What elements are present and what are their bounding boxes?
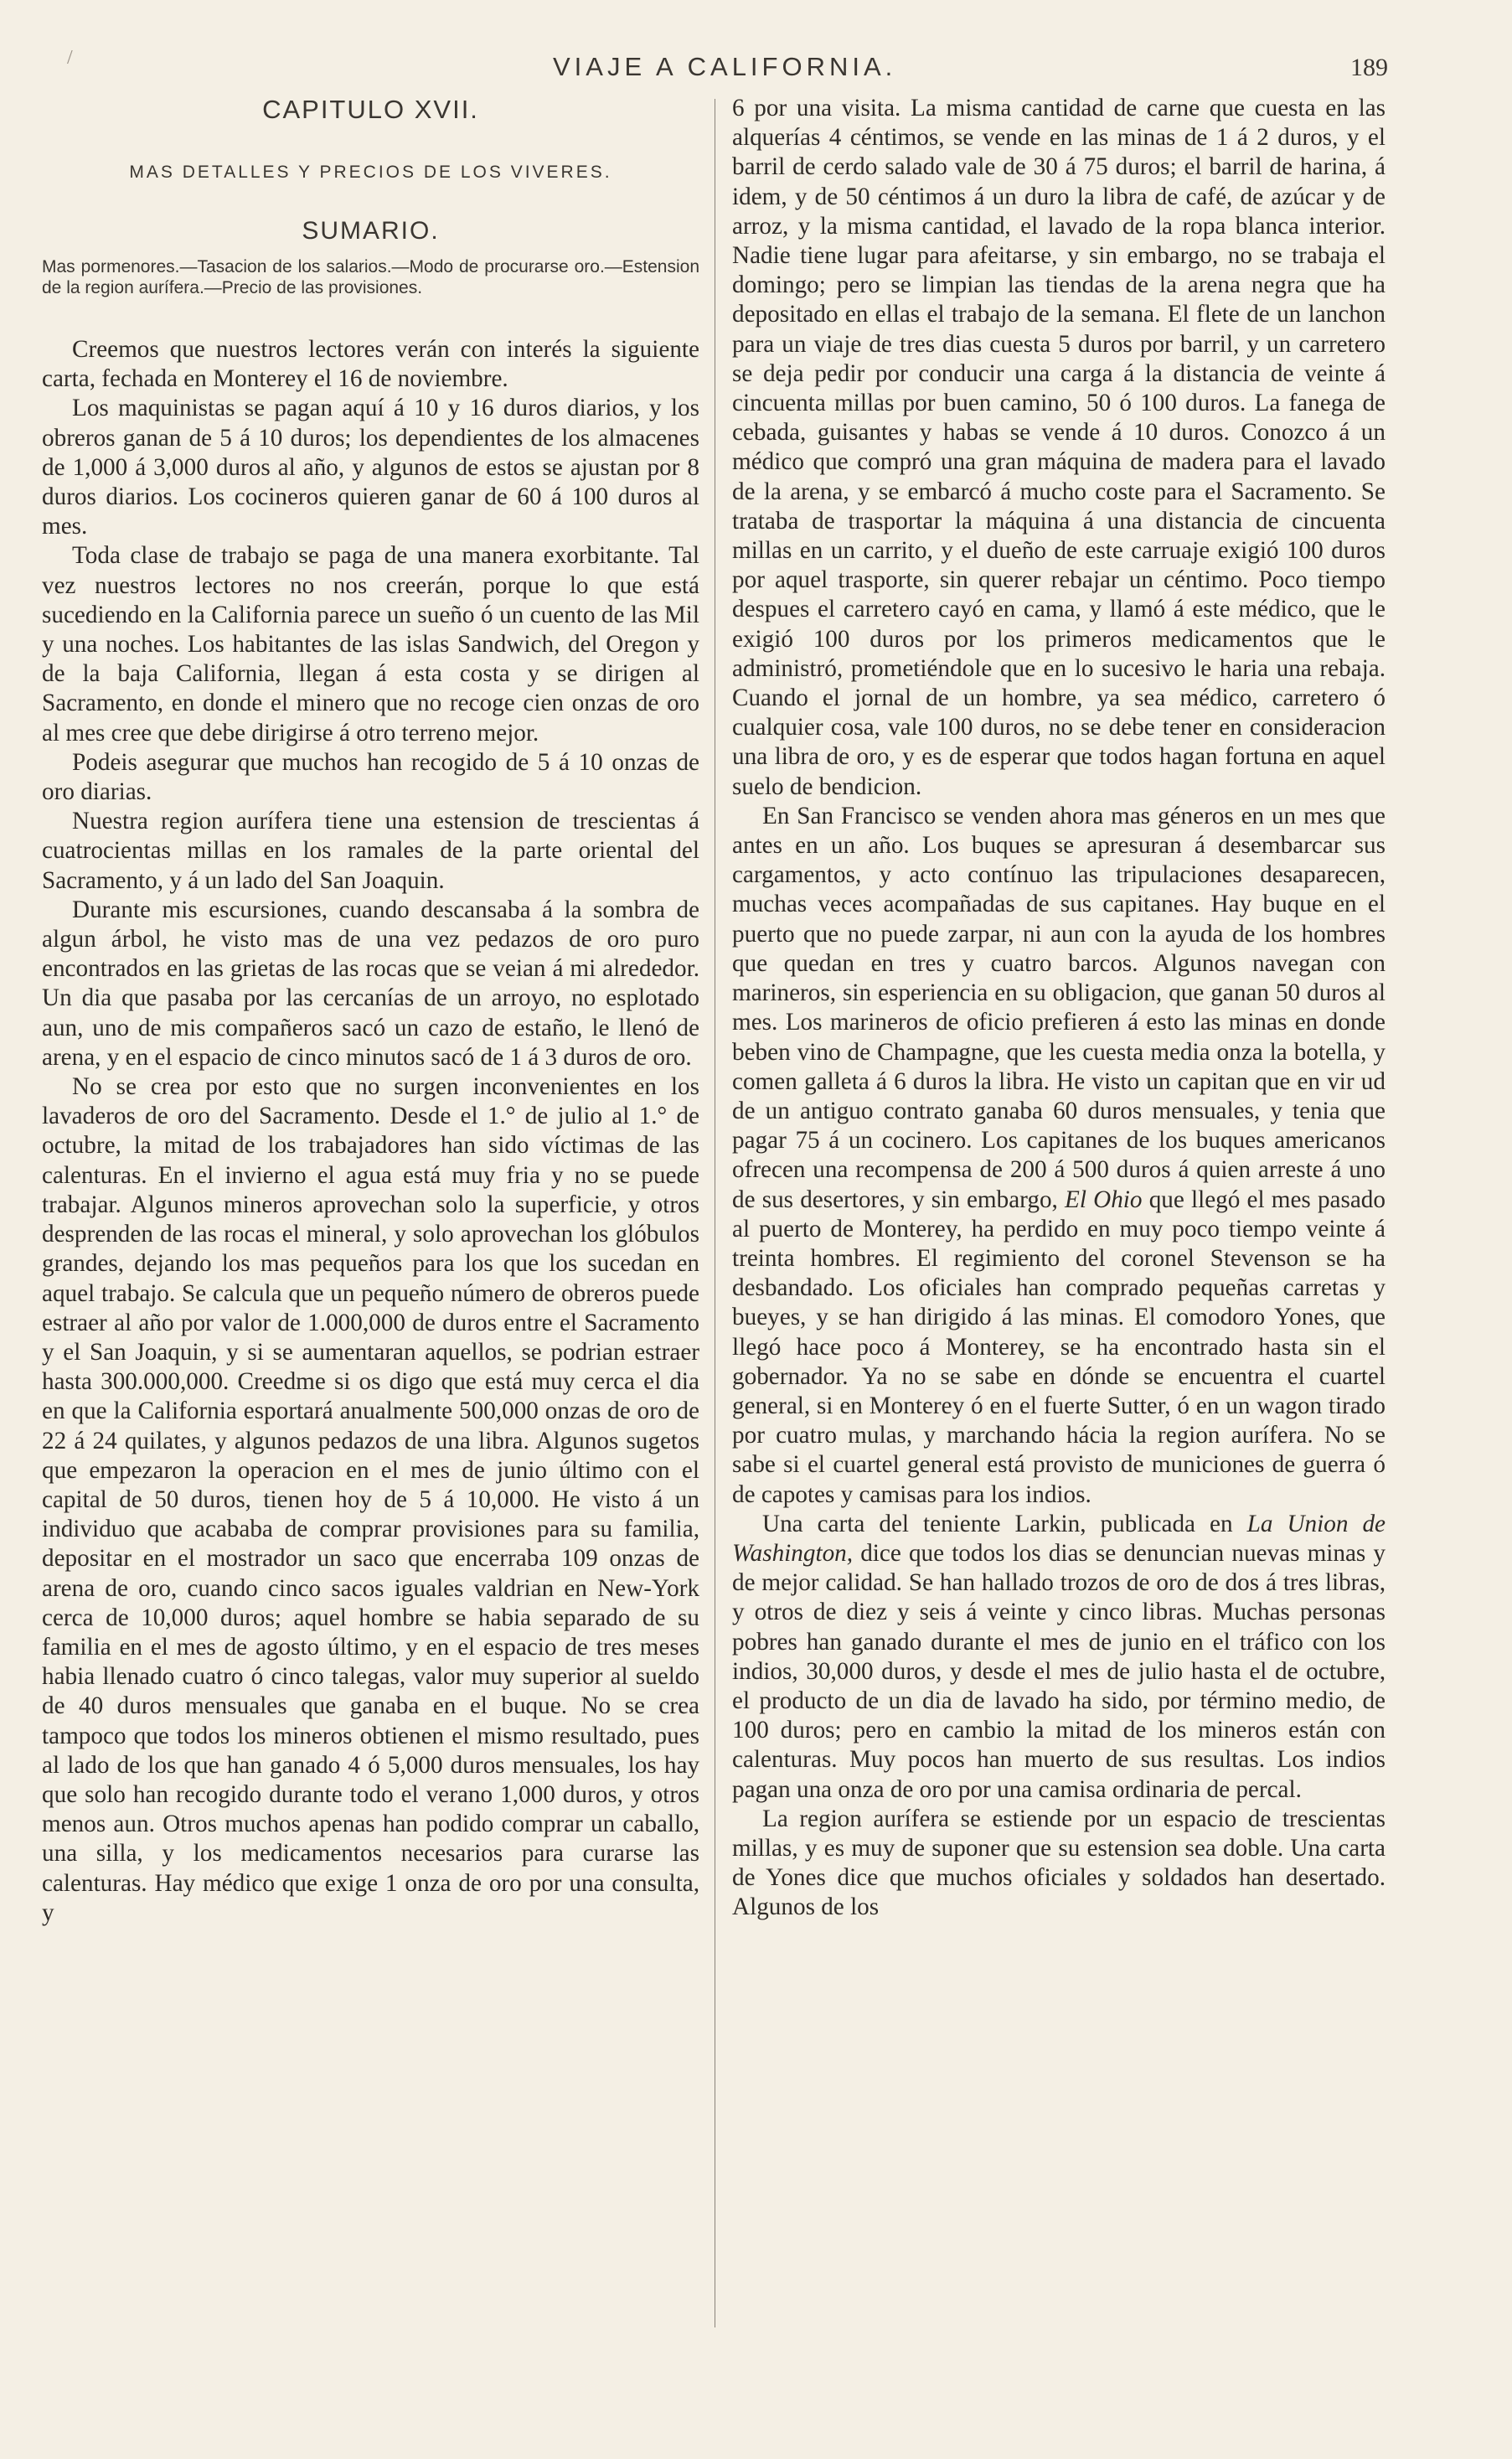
chapter-subtitle: MAS DETALLES Y PRECIOS DE LOS VIVERES. bbox=[129, 163, 612, 182]
ship-name: El Ohio bbox=[1065, 1186, 1143, 1213]
running-title: VIAJE A CALIFORNIA. bbox=[553, 52, 897, 81]
summary-text: Mas pormenores.—Tasacion de los salarios.—Modo de procurarse oro.—Estension de la region aurífera.—Precio de las provisiones. bbox=[42, 257, 699, 297]
chapter-title: CAPITULO XVII. bbox=[262, 95, 479, 124]
paragraph-text: Una carta del teniente Larkin, publicada en bbox=[762, 1510, 1233, 1537]
paragraph: No se crea por esto que no surgen inconvenientes en los lavaderos de oro del Sacramento. Desde el 1.° de julio al 1.° de octubre, la mitad de los trabajadores han sido víctimas de las calenturas. En el invierno el agua está muy fria y no se puede trabajar. Algunos mineros aprovechan solo la superficie, y otros desprenden de las rocas el mineral, y solo aprovechan los glóbulos grandes, dejando los mas pequeños para los que los sucedan en aquel trabajo. Se calcula que un pequeño número de obreros puede estraer al año por valor de 1.000,000 de duros entre el Sacramento y el San Joaquin, y si se aumentaran aquellos, se podrian estraer hasta 300.000,000. Creedme si os digo que está muy cerca el dia en que la California esportará anualmente 500,000 onzas de oro de 22 á 24 quilates, y algunos pedazos de una libra. Algunos sugetos que empezaron la operacion en el mes de junio último con el capital de 50 duros, tienen hoy de 5 á 10,000. He visto á un individuo que acababa de comprar provisiones para su familia, depositar en el mostrador un saco que encerraba 109 onzas de arena de oro, cuando cinco sacos iguales valdrian en New-York cerca de 10,000 duros; aquel hombre se habia separado de su familia en el mes de agosto último, y en el espacio de tres meses habia llenado cuatro ó cinco talegas, valor muy superior al sueldo de 40 duros mensuales que ganaba en el buque. No se crea tampoco que todos los mineros obtienen el mismo resultado, pues al lado de los que han ganado 4 ó 5,000 duros mensuales, los hay que solo han recogido durante todo el verano 1,000 duros, y otros menos aun. Otros muchos apenas han podido comprar un caballo, una silla, y los medicamentos necesarios para curarse las calenturas. Hay médico que exige 1 onza de oro por una consulta, y bbox=[42, 1073, 699, 1926]
paragraph: Los maquinistas se pagan aquí á 10 y 16 duros diarios, y los obreros ganan de 5 á 10 duros; los dependientes de los almacenes de 1,000 á 3,000 duros al año, y algunos de estos se ajustan por 8 duros diarios. Los cocineros quieren ganar de 60 á 100 duros al mes. bbox=[42, 395, 699, 540]
summary-heading: SUMARIO. bbox=[302, 217, 440, 245]
paragraph: La region aurífera se estiende por un espacio de trescientas millas, y es muy de suponer que su estension sea doble. Una carta de Yones dice que muchos oficiales y soldados han desertado. Algunos de los bbox=[732, 1805, 1386, 1921]
paragraph: Podeis asegurar que muchos han recogido de 5 á 10 onzas de oro diarias. bbox=[42, 748, 699, 806]
running-head bbox=[0, 52, 1512, 85]
paragraph: Durante mis escursiones, cuando descansaba á la sombra de algun árbol, he visto mas de una vez pedazos de oro puro encontrados en las grietas de las rocas que se veian á mi alrededor. Un dia que pasaba por las cercanías de un arroyo, no esplotado aun, uno de mis compañeros sacó un cazo de estaño, le llenó de arena, y en el espacio de cinco minutos sacó de 1 á 3 duros de oro. bbox=[42, 896, 699, 1071]
paragraph: Toda clase de trabajo se paga de una manera exorbitante. Tal vez nuestros lectores no nos creerán, porque lo que está sucediendo en la California parece un sueño ó un cuento de las Mil y una noches. Los habitantes de las islas Sandwich, del Oregon y de la baja California, llegan á esta costa y se dirigen al Sacramento, en donde el minero que no recoge cien onzas de oro al mes cree que debe dirigirse á otro terreno mejor. bbox=[42, 542, 699, 746]
paragraph: Creemos que nuestros lectores verán con interés la siguiente carta, fechada en Monterey el 16 de noviembre. bbox=[42, 336, 699, 393]
right-column bbox=[732, 94, 1386, 1923]
left-column bbox=[42, 94, 699, 1928]
paragraph-text: dice que todos los dias se denuncian nuevas minas y de mejor calidad. Se han hallado trozos de oro de dos á tres libras, y otros de diez y seis á veinte y cinco libras. Muchas personas pobres han ganado durante el mes de junio en el tráfico con los indios, 30,000 duros, y desde el mes de julio hasta el de octubre, el producto de un dia de lavado ha sido, por término medio, de 100 duros; pero en cambio la mitad de los mineros están con calenturas. Muy pocos han muerto de sus resultas. Los indios pagan una onza de oro por una camisa ordinaria de percal. bbox=[732, 1539, 1386, 1803]
newspaper-name: La Union de Washington, bbox=[732, 1510, 1386, 1567]
paragraph: Nuestra region aurífera tiene una estension de trescientas á cuatrocientas millas en los ramales de la parte oriental del Sacramento, y á un lado del San Joaquin. bbox=[42, 808, 699, 894]
paragraph-text: En San Francisco se venden ahora mas géneros en un mes que antes en un año. Los buques se apresuran á desembarcar sus cargamentos, y acto contínuo las tripulaciones desaparecen, muchas veces acompañadas de sus capitanes. Hay buque en el puerto que no puede zarpar, ni aun con la ayuda de los hombres que quedan en tres y cuatro barcos. Algunos navegan con marineros, sin esperiencia en su obligacion, que ganan 50 duros al mes. Los marineros de oficio prefieren á esto las minas en donde beben vino de Champagne, que les cuesta media onza la botella, y comen galleta á 6 duros la libra. He visto un capitan que en vir ud de un antiguo contrato ganaba 60 duros mensuales, y tenia que pagar 75 á un cocinero. Los capitanes de los buques americanos ofrecen una recompensa de 200 á 500 duros á quien arreste á uno de sus desertores, y sin embargo, bbox=[732, 802, 1386, 1213]
paragraph bbox=[732, 1510, 1386, 1805]
stray-pen-mark: / bbox=[67, 47, 73, 69]
page-number: 189 bbox=[1350, 54, 1388, 81]
paragraph bbox=[732, 802, 1386, 1510]
paragraph-text: que llegó el mes pasado al puerto de Monterey, ha perdido en muy poco tiempo veinte á treinta hombres. El regimiento del coronel Stevenson se ha desbandado. Los oficiales han comprado pequeñas carretas y bueyes, y se han dirigido á las minas. El comodoro Yones, que llegó hace poco á Monterey, se ha encontrado hasta sin el gobernador. Ya no se sabe en dónde se encuentra el cuartel general, si en Monterey ó en el fuerte Sutter, ó en un wagon tirado por cuatro mulas, y marchando hácia la region aurífera. No se sabe si el cuartel general está provisto de municiones de guerra ó de capotes y camisas para los indios. bbox=[732, 1186, 1386, 1508]
paragraph: 6 por una visita. La misma cantidad de carne que cuesta en las alquerías 4 céntimos, se vende en las minas de 1 á 2 duros, y el barril de cerdo salado vale de 30 á 75 duros; el barril de harina, á idem, y de 50 céntimos á un duro la libra de café, de azúcar y de arroz, y la misma cantidad, el lavado de la ropa blanca interior. Nadie tiene lugar para afeitarse, y sin embargo, no se trabaja el domingo; pero se limpian las tiendas de la arena negra que ha depositado en ellas el trabajo de la semana. El flete de un lanchon para un viaje de tres dias cuesta 5 duros por barril, y un carretero se deja pedir por conducir una carga á la distancia de veinte á cincuenta millas por buen camino, 50 ó 100 duros. La fanega de cebada, guisantes y habas se vende á 10 duros. Conozco á un médico que compró una gran máquina de madera para el lavado de la arena, y se embarcó á mucho coste para el Sacramento. Se trataba de trasportar la máquina á una distancia de cincuenta millas en un carrito, y el dueño de este carruaje exigió 100 duros por aquel trasporte, sin querer rebajar un céntimo. Poco tiempo despues el carretero cayó en cama, y llamó á este médico, que le exigió 100 duros por los primeros medicamentos que le administró, prometiéndole que en lo sucesivo le haria una rebaja. Cuando el jornal de un hombre, ya sea médico, carretero ó cualquier cosa, vale 100 duros, no se debe tener en consideracion una libra de oro, y es de esperar que todos hagan fortuna en aquel suelo de bendicion. bbox=[732, 95, 1386, 800]
